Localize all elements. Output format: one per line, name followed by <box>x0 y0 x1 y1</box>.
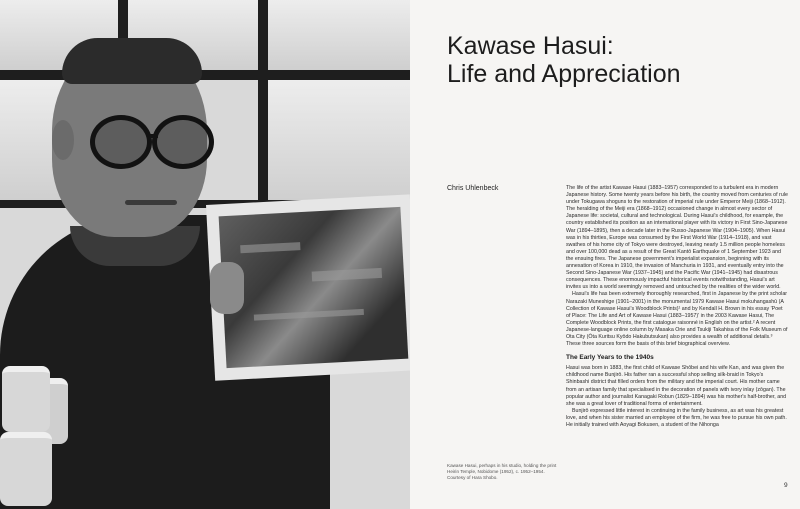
title-line-2: Life and Appreciation <box>447 60 681 88</box>
section-subheading: The Early Years to the 1940s <box>566 354 654 362</box>
glasses-left-lens <box>90 115 152 169</box>
print-artwork <box>219 207 409 368</box>
body-paragraph: Hasui's life has been extremely thoroughly researched, first in Japanese by the print scholar Narazaki Muneshige (1901–2001) in the monumental 1979 Kawase Hasui mokuhangashū (A Collection of Kawase Hasui's Woodblock Prints)¹ and by Kendall H. Brown in his essay 'Poet of Place: The Life and Art of Kawase Hasui (1883–1957)' in the 2003 Kawase Hasui, The Complete Woodblock Prints, the first catalogue raisonné in English on the artist.² A recent Japanese-language online column by Masaka Orie and Tsukiji Takahisa of the Folk Museum of Ota City (Ōta Kuritsu Kyōdo Hakubutsukan) also provides a wealth of additional details.³ These three sources form the basis of this brief biographical overview. <box>566 291 788 348</box>
glasses-bridge <box>150 134 158 138</box>
photo-caption: Kawase Hasui, perhaps in his studio, holding the print Heirin Temple, Nobidome (1952), c. 1952–1954. Courtesy of Hara Shobo. <box>447 463 557 480</box>
body-paragraph: Bunjirō expressed little interest in continuing in the family business, as art was his greatest love, and when his sister married an employee of the firm, he was free to pursue his own path. He initially trained with Aoyagi Bokusen, a student of the Nihonga <box>566 407 787 428</box>
author-name: Chris Uhlenbeck <box>447 185 499 192</box>
ceramic-jar <box>0 432 52 506</box>
page-number: 9 <box>784 482 788 489</box>
person-ear <box>52 120 74 160</box>
article-title <box>447 32 681 88</box>
ceramic-jar <box>2 366 50 432</box>
glasses-right-lens <box>152 115 214 169</box>
body-paragraph: Hasui was born in 1883, the first child of Kawase Shōbei and his wife Kan, and was given the childhood name Bunjirō. His father ran a successful shop selling silk-braid in Tokyo's Shinbashi district that filled orders from the military and the imperial court. His mother came from an artisan family that specialised in the decoration of panels with ivory inlay (zōgan). The popular author and journalist Kanagaki Robun (1829–1894) was his mother's half-brother, and she was a great lover of traditional forms of entertainment. <box>566 365 787 407</box>
person-hair <box>62 38 202 84</box>
article-body <box>566 185 788 429</box>
person-hand <box>210 262 244 314</box>
body-paragraph: The life of the artist Kawase Hasui (1883–1957) corresponded to a turbulent era in modern Japanese history. Some twenty years before his birth, the country moved from centuries of rule under Tokugawa shoguns to the restoration of imperial rule under Emperor Meiji (1868–1912). The heralding of the Meiji era (1868–1912) occasioned change in almost every sector of Japanese life: societal, cultural and technological. During Hasui's childhood, for example, the country established its position as an international player with its victory in First Sino-Japanese War (1894–1895), then a decade later in the Russo-Japanese War (1904–1905). When Hasui was in his thirties, Europe was consumed by the First World War (1914–1918), and vast swathes of his home city of Tokyo were destroyed, leaving nearly 1.5 million people homeless and over 100,000 dead as a result of the Great Kantō Earthquake of 1 September 1923 and the ensuing fires. The Japanese government's imperialist expansion, beginning with its annexation of Korea in 1910, the invasion of Manchuria in 1931, and eventually entry into the Second Sino-Japanese War (1937–1945) and the Pacific War (1941–1945) had disastrous consequences. These enormously impactful historical events notwithstanding, Hasui's art invites us into a world seemingly removed and untouched by the realities of the wider world. <box>566 185 788 291</box>
title-line-1: Kawase Hasui: <box>447 32 614 60</box>
person-mouth <box>125 200 177 205</box>
